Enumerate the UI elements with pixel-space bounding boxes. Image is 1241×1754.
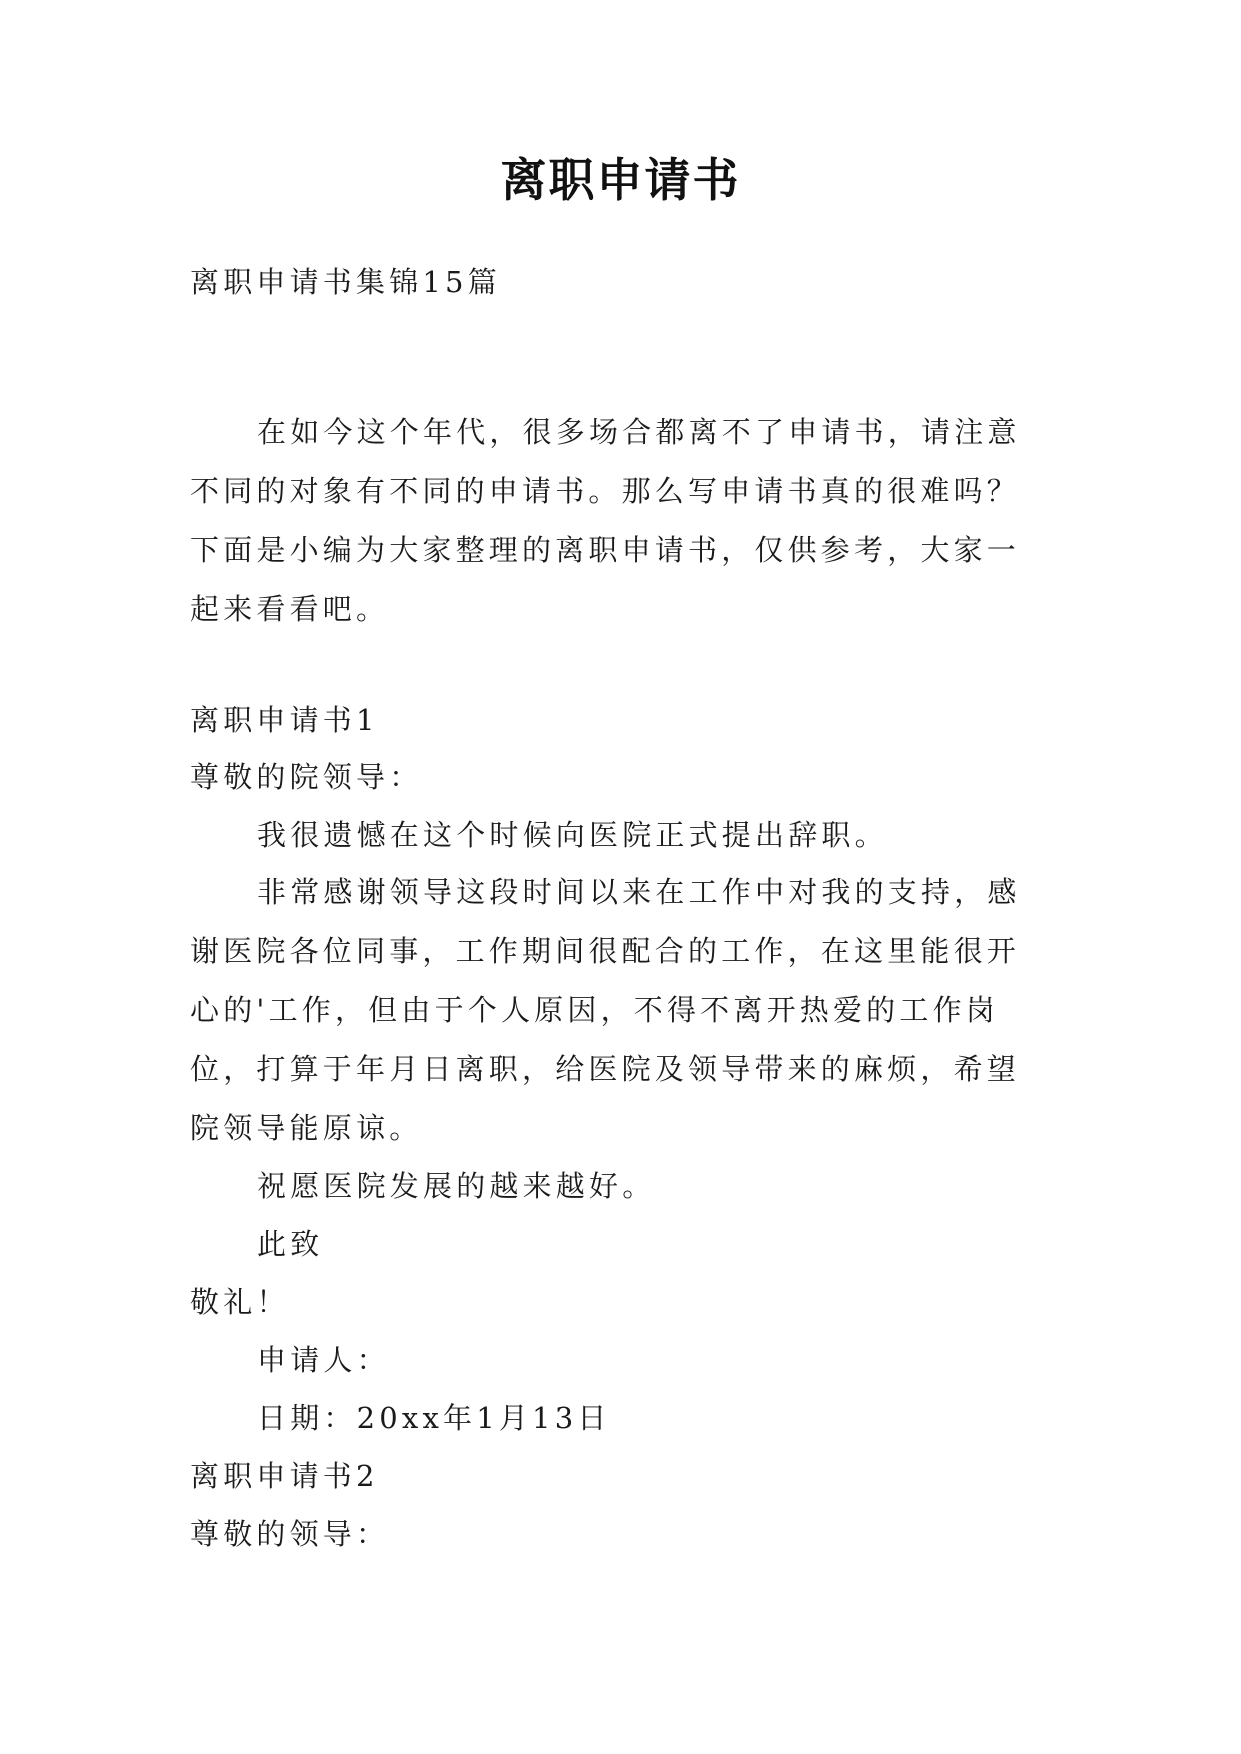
letter-1-paragraph-2: 非常感谢领导这段时间以来在工作中对我的支持，感谢医院各位同事，工作期间很配合的工作，在这里能很开心的'工作，但由于个人原因，不得不离开热爱的工作岗位，打算于年月日离职，给医院及领导带来的麻烦，希望院领导能原谅。 [190,875,1021,1145]
letter-1-closing-1: 此致 [257,1227,324,1261]
letter-1-applicant: 申请人： [257,1343,390,1377]
document-title: 离职申请书 [500,153,741,207]
letter-1-wish: 祝愿医院发展的越来越好。 [257,1169,656,1203]
letter-1-paragraph-1: 我很遗憾在这个时候向医院正式提出辞职。 [257,818,888,852]
letter-1-heading: 离职申请书1 [190,703,379,737]
letter-2-salutation: 尊敬的领导： [190,1517,390,1551]
document-subtitle: 离职申请书集锦15篇 [190,265,501,299]
intro-paragraph: 在如今这个年代，很多场合都离不了申请书，请注意不同的对象有不同的申请书。那么写申请书真的很难吗？下面是小编为大家整理的离职申请书，仅供参考，大家一起来看看吧。 [190,415,1021,626]
letter-2-heading: 离职申请书2 [190,1459,379,1493]
letter-1-date: 日期：20xx年1月13日 [257,1401,611,1435]
letter-1-closing-2: 敬礼！ [190,1285,290,1319]
letter-1-salutation: 尊敬的院领导： [190,760,423,794]
